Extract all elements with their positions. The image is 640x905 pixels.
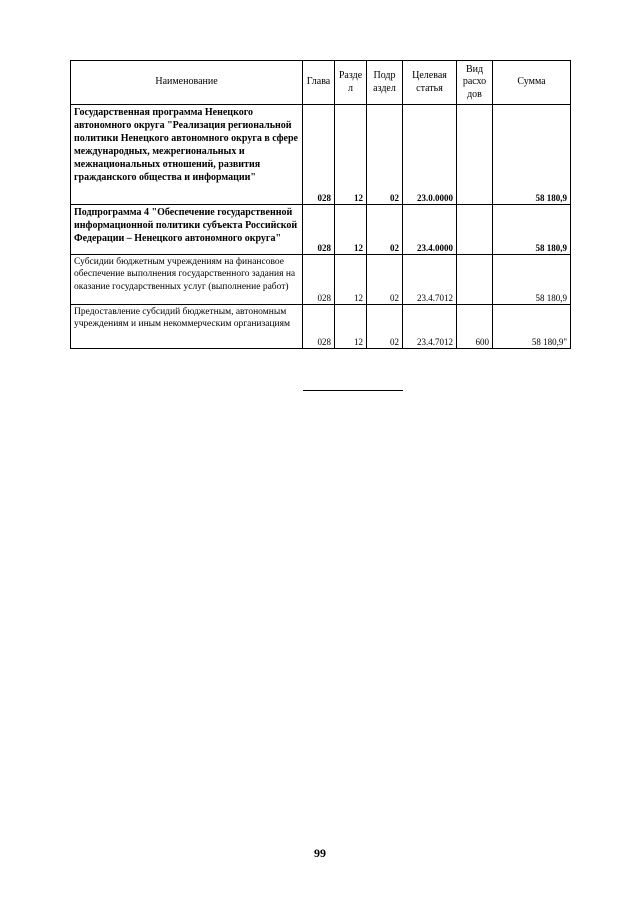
table-row [71, 105, 571, 205]
header-amount: Сумма [493, 61, 571, 105]
row-name: Субсидии бюджетным учреждениям на финансовое обеспечение выполнения государственного задания на оказание государственных услуг (выполнение работ) [71, 255, 303, 305]
row-subsection: 02 [367, 105, 403, 205]
row-subsection: 02 [367, 255, 403, 305]
table-row [71, 305, 571, 349]
row-section: 12 [335, 305, 367, 349]
row-target: 23.4.7012 [403, 305, 457, 349]
row-amount: 58 180,9 [493, 255, 571, 305]
row-chapter: 028 [303, 255, 335, 305]
table-row [71, 205, 571, 255]
row-name: Предоставление субсидий бюджетным, автономным учреждениям и иным некоммерческим организациям [71, 305, 303, 349]
page-number: 99 [314, 846, 326, 860]
row-amount: 58 180,9 [493, 105, 571, 205]
row-chapter: 028 [303, 305, 335, 349]
header-section: Разде л [335, 61, 367, 105]
budget-table [70, 60, 571, 349]
row-amount: 58 180,9" [493, 305, 571, 349]
row-target: 23.0.0000 [403, 105, 457, 205]
row-target: 23.4.0000 [403, 205, 457, 255]
row-subsection: 02 [367, 205, 403, 255]
row-section: 12 [335, 255, 367, 305]
row-name: Подпрограмма 4 "Обеспечение государственной информационной политики субъекта Российской Федерации – Ненецкого автономного округа" [71, 205, 303, 255]
row-chapter: 028 [303, 205, 335, 255]
row-section: 12 [335, 205, 367, 255]
table-row [71, 255, 571, 305]
row-expense-type [457, 205, 493, 255]
row-expense-type: 600 [457, 305, 493, 349]
row-amount: 58 180,9 [493, 205, 571, 255]
row-target: 23.4.7012 [403, 255, 457, 305]
header-name: Наименование [71, 61, 303, 105]
header-target: Целевая статья [403, 61, 457, 105]
row-subsection: 02 [367, 305, 403, 349]
row-expense-type [457, 105, 493, 205]
header-expense-type: Вид расхо дов [457, 61, 493, 105]
row-name: Государственная программа Ненецкого автономного округа "Реализация региональной политики Ненецкого автономного округа в сфере международных, межрегиональных и межнациональных отношений, развития гражданского общества и информации" [71, 105, 303, 205]
header-chapter: Глава [303, 61, 335, 105]
header-subsection: Подр аздел [367, 61, 403, 105]
row-section: 12 [335, 105, 367, 205]
header-row [71, 61, 571, 105]
row-expense-type [457, 255, 493, 305]
section-divider [303, 390, 403, 391]
row-chapter: 028 [303, 105, 335, 205]
